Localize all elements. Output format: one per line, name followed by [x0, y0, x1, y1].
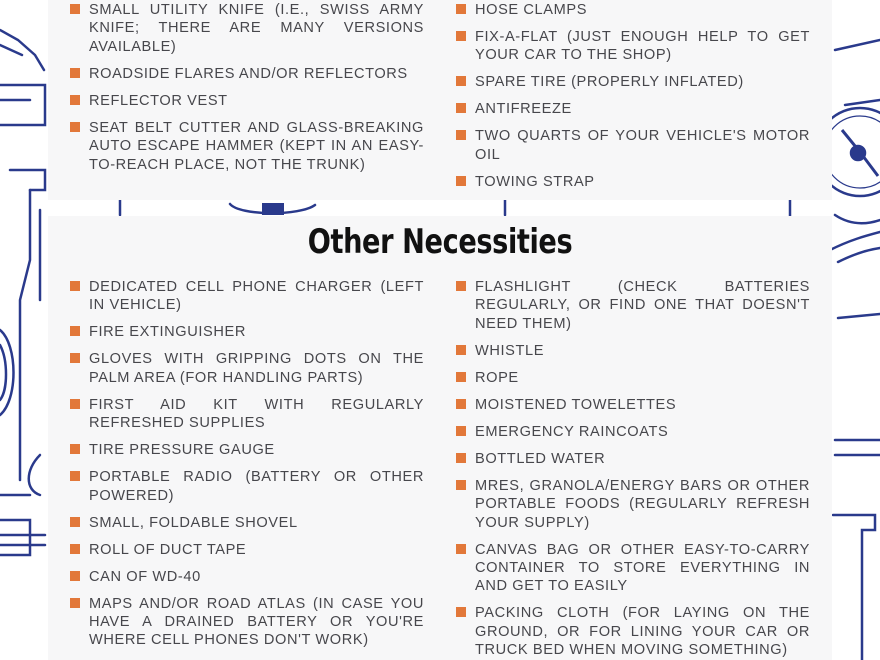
square-bullet-icon: [456, 480, 466, 490]
list-item-text: ROADSIDE FLARES AND/OR REFLECTORS: [89, 65, 408, 82]
list-item: [70, 278, 424, 315]
square-bullet-icon: [456, 607, 466, 617]
square-bullet-icon: [70, 353, 80, 363]
square-bullet-icon: [70, 281, 80, 291]
square-bullet-icon: [456, 281, 466, 291]
list-item: [456, 127, 810, 164]
square-bullet-icon: [70, 399, 80, 409]
list-item: [456, 604, 810, 659]
top-left-list: [70, 1, 424, 174]
square-bullet-icon: [70, 598, 80, 608]
list-item-text: WHISTLE: [475, 342, 545, 359]
square-bullet-icon: [456, 76, 466, 86]
list-item-text: FIRE EXTINGUISHER: [89, 324, 246, 341]
list-item-text: MRES, GRANOLA/ENERGY BARS OR OTHER PORTABLE FOODS (REGULARLY REFRESH YOUR SUPPLY): [475, 477, 810, 531]
list-item: [456, 278, 810, 333]
list-item: [456, 396, 810, 414]
square-bullet-icon: [456, 4, 466, 14]
square-bullet-icon: [70, 517, 80, 527]
list-item: [70, 514, 424, 532]
square-bullet-icon: [456, 426, 466, 436]
list-item: [70, 1, 424, 56]
list-item-text: SPARE TIRE (PROPERLY INFLATED): [475, 74, 744, 91]
square-bullet-icon: [456, 399, 466, 409]
list-item-text: ROPE: [475, 369, 519, 386]
list-item-text: PACKING CLOTH (FOR LAYING ON THE GROUND, OR FOR LINING YOUR CAR OR TRUCK BED WHEN MOVING SOMETHING): [475, 605, 810, 659]
list-item-text: MOISTENED TOWELETTES: [475, 396, 677, 413]
square-bullet-icon: [70, 544, 80, 554]
list-item-text: CANVAS BAG OR OTHER EASY-TO-CARRY CONTAINER TO STORE EVERYTHING IN AND GET TO EASILY: [475, 541, 810, 595]
square-bullet-icon: [70, 95, 80, 105]
list-item: [70, 441, 424, 459]
list-item-text: CAN OF WD-40: [89, 568, 201, 585]
list-item-text: SMALL UTILITY KNIFE (I.E., SWISS ARMY KNIFE; THERE ARE MANY VERSIONS AVAILABLE): [89, 2, 424, 55]
list-item-text: TOWING STRAP: [475, 173, 595, 190]
list-item: [70, 568, 424, 586]
list-item: [456, 450, 810, 468]
list-item-text: ROLL OF DUCT TAPE: [89, 541, 247, 558]
list-item-text: FLASHLIGHT (CHECK BATTERIES REGULARLY, OR FIND ONE THAT DOESN'T NEED THEM): [475, 279, 810, 332]
list-item-text: BOTTLED WATER: [475, 450, 606, 467]
list-item-text: SEAT BELT CUTTER AND GLASS-BREAKING AUTO ESCAPE HAMMER (KEPT IN AN EASY-TO-REACH PLACE, NOT THE TRUNK): [89, 119, 424, 173]
list-item: [456, 100, 810, 118]
list-item-text: DEDICATED CELL PHONE CHARGER (LEFT IN VEHICLE): [89, 279, 424, 314]
list-item-text: FIRST AID KIT WITH REGULARLY REFRESHED SUPPLIES: [89, 396, 424, 432]
list-item: [456, 369, 810, 387]
list-item-text: REFLECTOR VEST: [89, 92, 228, 109]
square-bullet-icon: [70, 68, 80, 78]
list-item: [456, 1, 810, 19]
list-item-text: TIRE PRESSURE GAUGE: [89, 442, 275, 459]
square-bullet-icon: [70, 444, 80, 454]
list-item: [70, 468, 424, 505]
list-item: [70, 541, 424, 559]
list-item-text: EMERGENCY RAINCOATS: [475, 423, 669, 440]
square-bullet-icon: [70, 471, 80, 481]
list-item: [456, 73, 810, 91]
list-item: [456, 477, 810, 532]
section-title: Other Necessities: [307, 222, 573, 262]
square-bullet-icon: [456, 176, 466, 186]
square-bullet-icon: [70, 122, 80, 132]
list-item-text: FIX-A-FLAT (JUST ENOUGH HELP TO GET YOUR CAR TO THE SHOP): [475, 29, 810, 64]
list-item: [456, 28, 810, 65]
list-item-text: ANTIFREEZE: [475, 101, 572, 118]
square-bullet-icon: [70, 4, 80, 14]
list-item-text: PORTABLE RADIO (BATTERY OR OTHER POWERED): [89, 469, 424, 504]
square-bullet-icon: [456, 345, 466, 355]
square-bullet-icon: [70, 571, 80, 581]
list-item-text: HOSE CLAMPS: [475, 2, 588, 18]
square-bullet-icon: [456, 372, 466, 382]
list-item-text: GLOVES WITH GRIPPING DOTS ON THE PALM AREA (FOR HANDLING PARTS): [89, 351, 424, 386]
list-item-text: SMALL, FOLDABLE SHOVEL: [89, 514, 298, 531]
list-item: [70, 595, 424, 650]
list-item: [70, 396, 424, 433]
list-item-text: TWO QUARTS OF YOUR VEHICLE'S MOTOR OIL: [475, 128, 810, 163]
list-item: [456, 342, 810, 360]
square-bullet-icon: [456, 103, 466, 113]
top-right-list: [456, 1, 810, 191]
square-bullet-icon: [456, 544, 466, 554]
list-item: [456, 173, 810, 191]
list-item: [456, 541, 810, 596]
bottom-left-list: [70, 278, 424, 650]
square-bullet-icon: [456, 453, 466, 463]
list-item: [70, 350, 424, 387]
list-item: [70, 92, 424, 110]
bottom-right-list: [456, 278, 810, 660]
square-bullet-icon: [456, 31, 466, 41]
square-bullet-icon: [70, 326, 80, 336]
list-item: [70, 323, 424, 341]
list-item: [70, 65, 424, 83]
list-item-text: MAPS AND/OR ROAD ATLAS (IN CASE YOU HAVE A DRAINED BATTERY OR YOU'RE WHERE CELL PHONES DON'T WORK): [89, 595, 424, 649]
square-bullet-icon: [456, 130, 466, 140]
list-item: [456, 423, 810, 441]
list-item: [70, 119, 424, 174]
